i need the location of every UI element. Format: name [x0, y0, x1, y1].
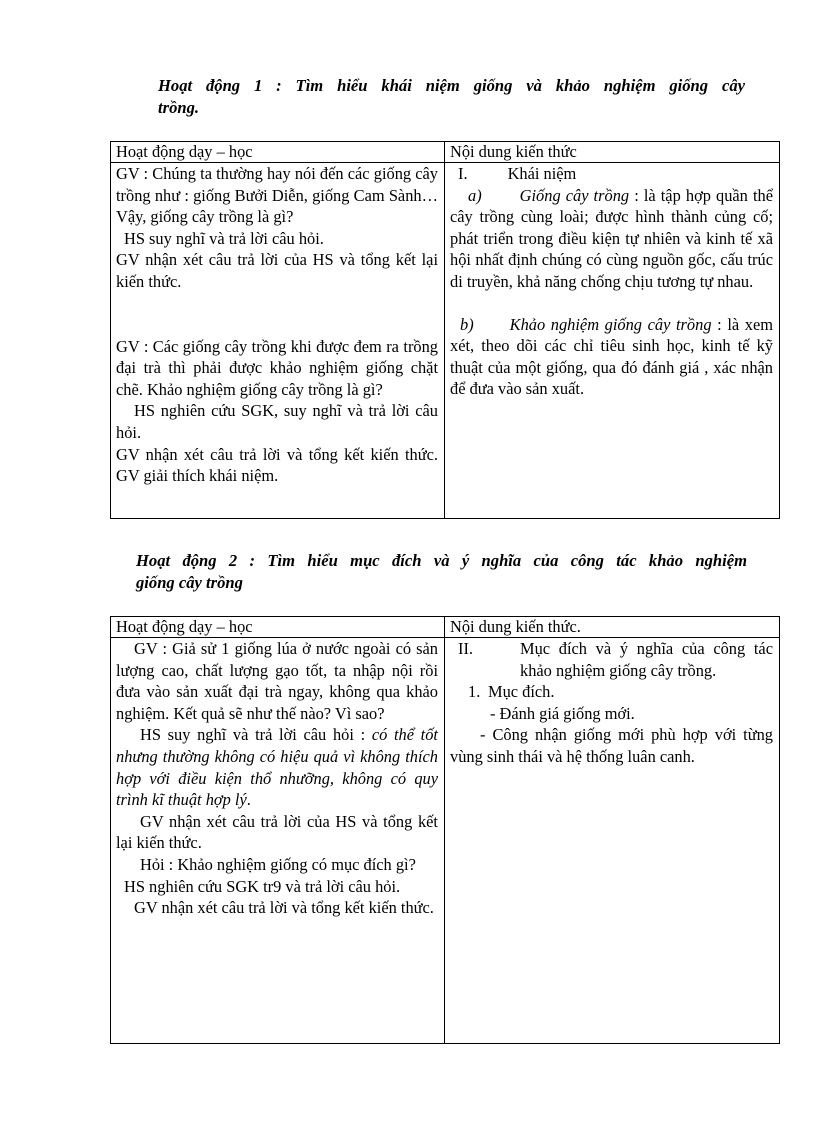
spacer [116, 293, 438, 336]
subsection-heading [450, 681, 773, 703]
subsection-number: 1. [468, 682, 481, 702]
teacher-question-2: Hỏi : Khảo nghiệm giống có mục đích gì? [140, 854, 416, 874]
activity-2-heading [136, 550, 747, 593]
activity-1-heading [158, 75, 745, 118]
header-knowledge-content: Nội dung kiến thức. [445, 617, 780, 638]
student-response-2: HS nghiên cứu SGK tr9 và trả lời câu hỏi. [124, 876, 401, 896]
activity-2-table [110, 616, 780, 1044]
subsection-title: Mục đích. [488, 682, 555, 702]
student-response-2: HS nghiên cứu SGK, suy nghĩ và trả lời câu hỏi. [116, 401, 438, 442]
teacher-question-1: GV : Chúng ta thường hay nói đến các giống cây trồng như : giống Bưởi Diễn, giống Cam Sành…Vậy, giống cây trồng là gì? [116, 164, 438, 227]
knowledge-content-cell [445, 638, 780, 1044]
teacher-summary-1: GV nhận xét câu trả lời của HS và tổng kết lại kiến thức. [116, 811, 438, 853]
knowledge-content-cell [445, 163, 780, 519]
student-response-answer: có thể tốt nhưng thường không có hiệu quả vì không thích hợp với điều kiện thổ nhưỡng, không có quy trình kĩ thuật hợp lý [116, 725, 438, 810]
student-response-1: HS suy nghĩ và trả lời câu hỏi. [124, 228, 324, 248]
table-row [111, 163, 780, 519]
teaching-activities-cell [111, 638, 445, 1044]
section-number: II. [458, 639, 474, 658]
teacher-question-1: GV : Giả sử 1 giống lúa ở nước ngoài có sản lượng cao, chất lượng gạo tốt, ta nhập nội rồi đưa vào sản xuất đại trà ngay, không qua khảo nghiệm. Kết quả sẽ như thế nào? Vì sao? [116, 639, 438, 723]
table-header-row [111, 142, 780, 163]
section-heading [450, 638, 773, 681]
activity-1-heading-line1: Hoạt động 1 : Tìm hiểu khái niệm giống và khảo nghiệm giống cây [158, 76, 745, 95]
item-label-b: b) [460, 314, 474, 334]
activity-1-table [110, 141, 780, 519]
section-heading [450, 163, 773, 185]
header-knowledge-content: Nội dung kiến thức [445, 142, 780, 163]
purpose-item-1: - Đánh giá giống mới. [490, 703, 635, 723]
term-trial: Khảo nghiệm giống cây trồng [509, 314, 712, 334]
activity-1-heading-line2: trồng. [158, 97, 200, 117]
header-teaching-activities: Hoạt động dạy – học [111, 142, 445, 163]
activity-2-heading-line1: Hoạt động 2 : Tìm hiểu mục đích và ý nghĩa của công tác khảo nghiệm [136, 551, 747, 570]
section-title: Khái niệm [507, 164, 577, 183]
section-title: Mục đích và ý nghĩa của công tác khảo nghiệm giống cây trồng. [520, 639, 773, 680]
activity-2-heading-line2: giống cây trồng [136, 572, 243, 592]
student-response-end: . [246, 790, 251, 810]
definition-variety-text: : là tập hợp quần thể cây trồng cùng loài; được hình thành củng cố; phát triển trong điều kiện tự nhiên và kinh tế xã hội nhất định chúng có cùng nguồn gốc, cấu trúc di truyền, khả năng chống chịu tương tự nhau. [450, 185, 773, 291]
student-response-lead: HS suy nghĩ và trả lời câu hỏi : [140, 725, 366, 745]
header-teaching-activities: Hoạt động dạy – học [111, 617, 445, 638]
purpose-item-2: - Công nhận giống mới phù hợp với từng vùng sinh thái và hệ thống luân canh. [450, 725, 773, 766]
teacher-summary-1: GV nhận xét câu trả lời của HS và tổng kết lại kiến thức. [116, 250, 438, 291]
teacher-question-2: GV : Các giống cây trồng khi được đem ra trồng đại trà thì phải được khảo nghiệm giống chặt chẽ. Khảo nghiệm giống cây trồng là gì? [116, 336, 438, 399]
teaching-activities-cell [111, 163, 445, 519]
definition-variety [450, 185, 773, 293]
teacher-summary-2: GV nhận xét câu trả lời và tổng kết kiến thức. [134, 898, 434, 918]
item-label-a: a) [468, 185, 482, 205]
student-response-1 [116, 724, 438, 810]
spacer [450, 293, 773, 314]
table-row [111, 638, 780, 1044]
definition-trial-text: là xem xét, theo dõi các chỉ tiêu sinh học, kinh tế kỹ thuật của một giống, qua đó đánh giá , xác nhận để đưa vào sản xuất. [450, 314, 773, 399]
table-header-row [111, 617, 780, 638]
term-variety: Giống cây trồng [519, 185, 630, 205]
teacher-summary-2: GV nhận xét câu trả lời và tổng kết kiến thức. GV giải thích khái niệm. [116, 444, 438, 486]
section-number: I. [458, 164, 468, 183]
definition-trial: b) Khảo nghiệm giống cây trồng : là xem xét, theo dõi các chỉ tiêu sinh học, kinh tế kỹ thuật của một giống, qua đó đánh giá , xác nhận để đưa vào sản xuất. [450, 314, 773, 399]
